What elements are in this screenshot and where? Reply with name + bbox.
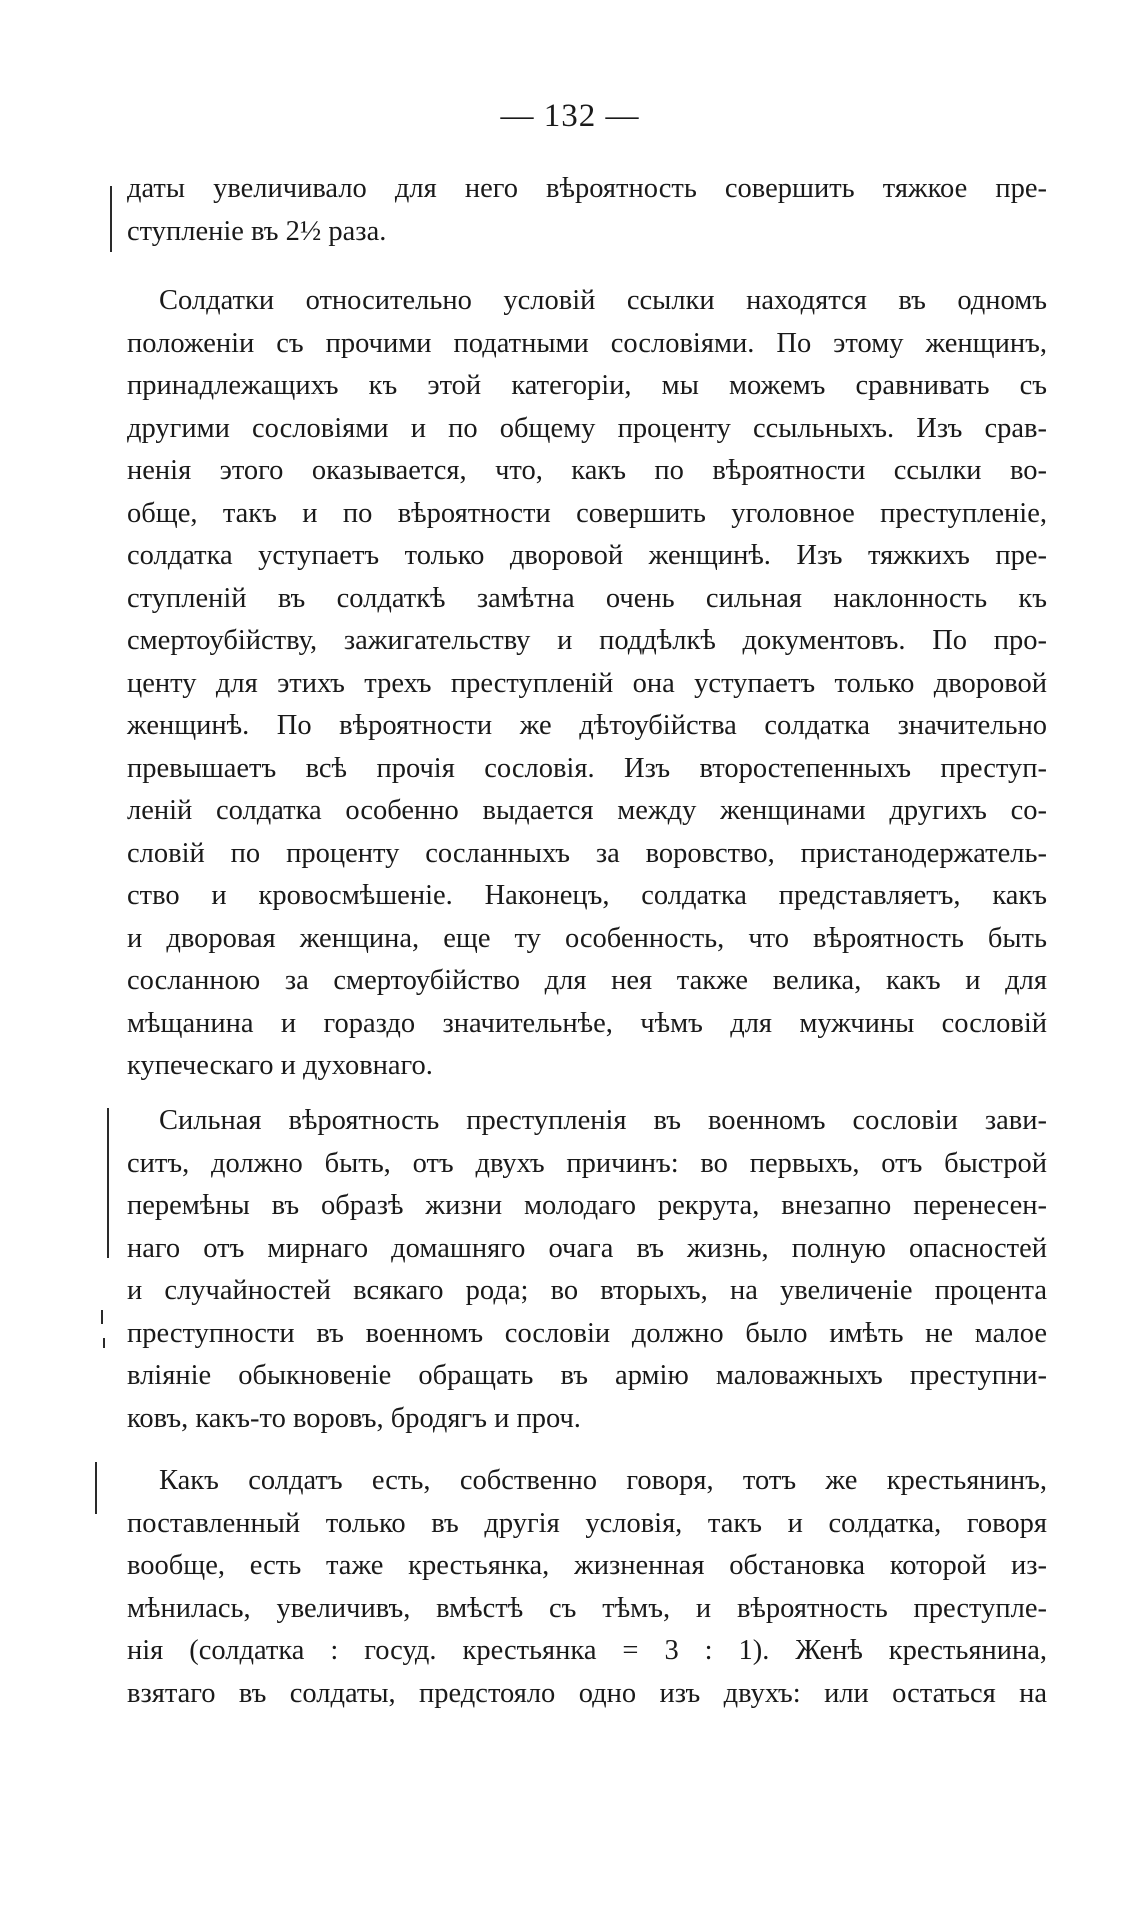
paragraph-3 [127,1100,1047,1440]
text-line: обще, такъ и по вѣроятности совершить уголовное преступленіе, [127,497,1047,529]
text-line: взятаго въ солдаты, предстояло одно изъ двухъ: или остаться на [127,1677,1047,1709]
margin-mark [103,1338,105,1348]
text-line: Сильная вѣроятность преступленія въ военномъ сословіи зави- [159,1105,1047,1136]
text-line: положеніи съ прочими податными сословіями. По этому женщинъ, [127,327,1047,359]
text-line: ступленій въ солдаткѣ замѣтна очень сильная наклонность къ [127,582,1047,614]
text-line: солдатка уступаетъ только дворовой женщинѣ. Изъ тяжкихъ пре- [127,540,1047,571]
text-line: ситъ, должно быть, отъ двухъ причинъ: во первыхъ, отъ быстрой [127,1147,1047,1179]
text-line: центу для этихъ трехъ преступленій она уступаетъ только дворовой [127,667,1047,699]
text-line: ковъ, какъ-то воровъ, бродягъ и проч. [127,1402,581,1434]
margin-mark [101,1310,103,1324]
paragraph-1 [127,168,1047,253]
margin-bracket [110,186,122,252]
text-line: другими сословіями и по общему проценту ссыльныхъ. Изъ срав- [127,412,1047,444]
text-line: купеческаго и духовнаго. [127,1050,433,1081]
text-line: ство и кровосмѣшеніе. Наконецъ, солдатка представляетъ, какъ [127,880,1047,911]
paragraph-4 [127,1460,1047,1715]
text-line: вообще, есть таже крестьянка, жизненная обстановка которой из- [127,1550,1047,1581]
text-line: наго отъ мирнаго домашняго очага въ жизнь, полную опасностей [127,1232,1047,1264]
text-line: и дворовая женщина, еще ту особенность, что вѣроятность быть [127,922,1047,954]
text-line: вліяніе обыкновеніе обращать въ армію маловажныхъ преступни- [127,1360,1047,1391]
margin-mark [107,1108,109,1258]
text-line: Солдатки относительно условій ссылки находятся въ одномъ [159,285,1047,316]
text-line: нія (солдатка : госуд. крестьянка = 3 : 1). Женѣ крестьянина, [127,1635,1047,1666]
text-line: ступленіе въ 2½ раза. [127,215,387,247]
text-line: поставленный только въ другія условія, такъ и солдатка, говоря [127,1507,1047,1539]
text-line: превышаетъ всѣ прочія сословія. Изъ второстепенныхъ преступ- [127,752,1047,784]
text-line: мѣщанина и гораздо значительнѣе, чѣмъ для мужчины сословій [127,1007,1047,1039]
text-line: леній солдатка особенно выдается между женщинами другихъ со- [127,795,1047,826]
text-line: смертоубійству, зажигательству и поддѣлкѣ документовъ. По про- [127,625,1047,656]
text-line: даты увеличивало для него вѣроятность совершить тяжкое пре- [127,173,1047,204]
margin-mark [95,1462,97,1514]
paragraph-2 [127,280,1047,1088]
text-line: ненія этого оказывается, что, какъ по вѣроятности ссылки во- [127,455,1047,486]
text-line: перемѣны въ образѣ жизни молодаго рекрута, внезапно перенесен- [127,1190,1047,1221]
text-line: и случайностей всякаго рода; во вторыхъ, на увеличеніе процента [127,1275,1047,1306]
text-line: словій по проценту сосланныхъ за воровство, пристанодержатель- [127,837,1047,869]
text-line: мѣнилась, увеличивъ, вмѣстѣ съ тѣмъ, и вѣроятность преступле- [127,1592,1047,1624]
text-line: сосланною за смертоубійство для нея также велика, какъ и для [127,965,1047,996]
text-line: преступности въ военномъ сословіи должно было имѣть не малое [127,1317,1047,1349]
text-line: принадлежащихъ къ этой категоріи, мы можемъ сравнивать съ [127,370,1047,401]
page-number: — 132 — [500,98,640,134]
text-line: Какъ солдатъ есть, собственно говоря, тотъ же крестьянинъ, [159,1465,1047,1496]
text-line: женщинѣ. По вѣроятности же дѣтоубійства солдатка значительно [127,710,1047,741]
